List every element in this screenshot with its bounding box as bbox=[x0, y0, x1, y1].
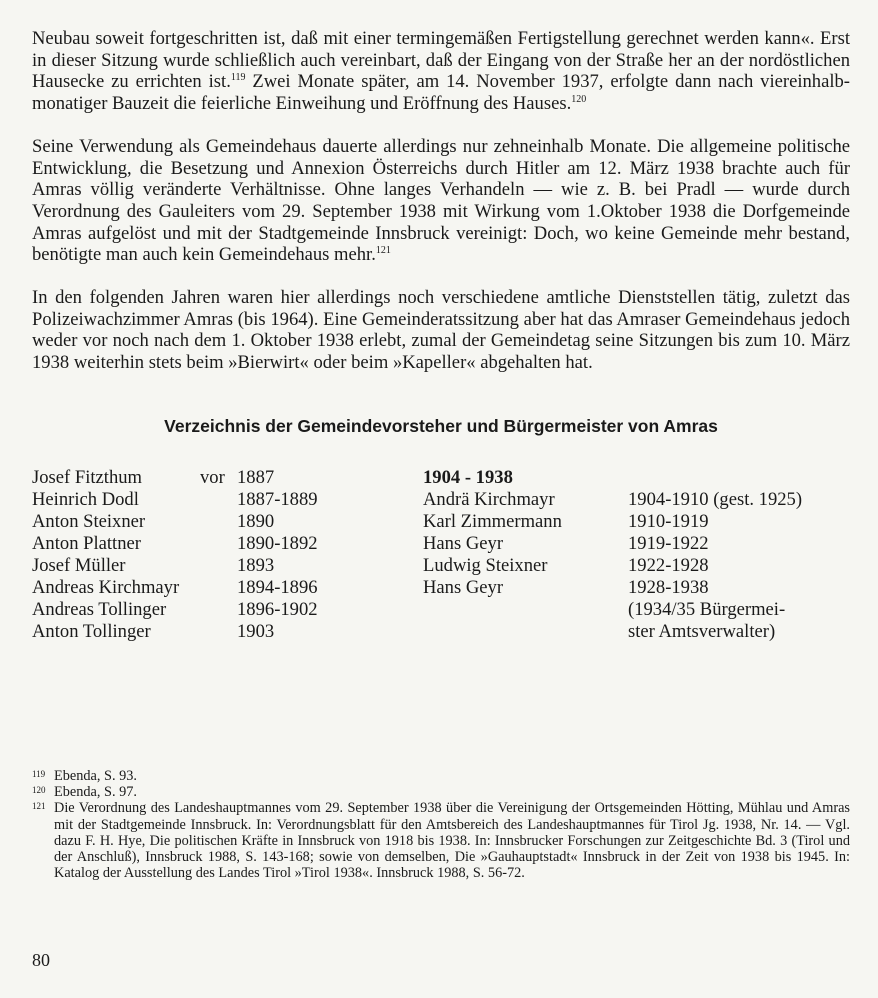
paragraph-3 bbox=[32, 287, 850, 374]
paragraph-1 bbox=[32, 28, 850, 115]
list-note bbox=[423, 599, 850, 621]
list-item-name: Heinrich Dodl bbox=[32, 488, 139, 510]
footnotes bbox=[32, 768, 850, 881]
list-item-years: 1928-1938 bbox=[628, 576, 709, 598]
list-item-years: 1904-1910 (gest. 1925) bbox=[628, 488, 803, 510]
list-note-line-1: (1934/35 Bürgermei- bbox=[628, 598, 786, 620]
list-item-years: 1887-1889 bbox=[237, 488, 318, 510]
list-item-name: Andrä Kirchmayr bbox=[423, 488, 555, 510]
list-item-name: Josef Fitzthum bbox=[32, 466, 143, 488]
list-item bbox=[423, 489, 850, 511]
list-item bbox=[32, 599, 412, 621]
list-item bbox=[32, 577, 412, 599]
list-item bbox=[32, 489, 412, 511]
list-item-name: Hans Geyr bbox=[423, 532, 504, 554]
list-item-name: Hans Geyr bbox=[423, 576, 504, 598]
list-item-years: 1910-1919 bbox=[628, 510, 709, 532]
list-item-name: Josef Müller bbox=[32, 554, 126, 576]
list-item-years: 1919-1922 bbox=[628, 532, 709, 554]
list-item-years: 1896-1902 bbox=[237, 598, 318, 620]
footnote-text: Ebenda, S. 97. bbox=[54, 784, 137, 801]
list-item bbox=[423, 555, 850, 577]
list-item-name: Ludwig Steixner bbox=[423, 554, 548, 576]
list-item bbox=[423, 511, 850, 533]
mayor-list-right-column bbox=[423, 467, 850, 643]
list-note-line-2: ster Amtsverwalter) bbox=[628, 620, 776, 642]
list-item bbox=[423, 533, 850, 555]
paragraph-1-text-b: Zwei Monate später, am 14. November 1937, erfolgte dann nach viereinhalb-monatiger Bauzeit die feierliche Einweihung und Eröffnung des Hauses. bbox=[32, 71, 850, 115]
mayor-list-left-column bbox=[32, 467, 412, 643]
footnote bbox=[32, 800, 850, 881]
list-item bbox=[32, 555, 412, 577]
footnote-text: Die Verordnung des Landeshauptmannes vom 29. September 1938 über die Vereinigung der Ortsgemeinden Hötting, Mühlau und Amras mit der Stadtgemeinde Innsbruck. In: Verordnungsblatt für den Amtsbereich des Landeshauptmannes für Tirol Jg. 1938, Nr. 14. — Vgl. dazu F. H. Hye, Die politischen Kräfte in Innsbruck von 1918 bis 1938. In: Innsbrucker Forschungen zur Zeitgeschichte Bd. 3 (Tirol und der Anschluß), Innsbruck 1988, S. 143-168; sowie von demselben, Die »Gauhauptstadt« Innsbruck in der Zeit von 1938 bis 1945. In: Katalog der Ausstellung des Landes Tirol »Tirol 1938«. Innsbruck 1988, S. 56-72. bbox=[54, 800, 850, 882]
list-item bbox=[32, 467, 412, 489]
paragraph-1-text-a: Neubau soweit fortgeschritten ist, daß mit einer termingemäßen Fertigstellung gerechnet werden kann«. Erst in dieser Sitzung wurde schließlich auch vereinbart, daß der Eingang von der Straße her an der nordöstlichen Hausecke zu errichten ist. bbox=[32, 28, 850, 93]
period-heading: 1904 - 1938 bbox=[423, 466, 513, 488]
list-item-years: 1887 bbox=[237, 466, 275, 488]
list-item-prefix: vor bbox=[200, 466, 225, 488]
footnote-number: 120 bbox=[32, 785, 46, 796]
list-item-years: 1893 bbox=[237, 554, 275, 576]
page-number: 80 bbox=[32, 950, 50, 970]
list-item-name: Andreas Kirchmayr bbox=[32, 576, 180, 598]
list-item-years: 1890 bbox=[237, 510, 275, 532]
list-note bbox=[423, 621, 850, 643]
paragraph-3-text: In den folgenden Jahren waren hier allerdings noch verschiedene amtliche Dienststellen tätig, zuletzt das Polizeiwachzimmer Amras (bis 1964). Eine Gemeinderatssitzung aber hat das Amraser Gemeindehaus jedoch weder vor noch nach dem 1. Oktober 1938 erlebt, zumal der Gemeindetag seine Sitzungen bis zum 10. März 1938 weiterhin stets beim »Bierwirt« oder beim »Kapeller« abgehalten hat. bbox=[32, 287, 850, 374]
list-item-name: Anton Tollinger bbox=[32, 620, 151, 642]
footnote-ref-121[interactable]: 121 bbox=[375, 245, 391, 257]
footnote bbox=[32, 768, 850, 784]
list-item-name: Anton Plattner bbox=[32, 532, 141, 554]
paragraph-2-text: Seine Verwendung als Gemeindehaus dauerte allerdings nur zehneinhalb Monate. Die allgemeine politische Entwicklung, die Besetzung und Annexion Österreichs durch Hitler am 12. März 1938 brachte auch für Amras völlig veränderte Verhältnisse. Ohne langes Verhandeln — wie z. B. bei Pradl — wurde durch Verordnung des Gauleiters vom 29. September 1938 mit Wirkung vom 1.Oktober 1938 die Dorfgemeinde Amras aufgelöst und mit der Stadtgemeinde Innsbruck vereinigt: Doch, wo keine Gemeinde mehr bestand, benötigte man auch kein Gemeindehaus mehr. bbox=[32, 135, 850, 266]
footnote-number: 121 bbox=[32, 801, 46, 812]
list-item-years: 1890-1892 bbox=[237, 532, 318, 554]
list-item bbox=[32, 511, 412, 533]
list-item bbox=[32, 533, 412, 555]
list-item bbox=[32, 621, 412, 643]
footnote bbox=[32, 784, 850, 800]
footnote-ref-120[interactable]: 120 bbox=[571, 93, 587, 105]
list-item-years: 1894-1896 bbox=[237, 576, 318, 598]
footnote-text: Ebenda, S. 93. bbox=[54, 768, 137, 784]
list-item-name: Karl Zimmermann bbox=[423, 510, 562, 532]
list-item-name: Anton Steixner bbox=[32, 510, 146, 532]
paragraph-2 bbox=[32, 136, 850, 266]
footnote-number: 119 bbox=[32, 769, 46, 779]
list-item-name: Andreas Tollinger bbox=[32, 598, 167, 620]
list-item bbox=[423, 577, 850, 599]
list-item-years: 1903 bbox=[237, 620, 275, 642]
mayor-list bbox=[32, 467, 850, 657]
list-heading: Verzeichnis der Gemeindevorsteher und Bürgermeister von Amras bbox=[164, 415, 718, 436]
page-body bbox=[32, 28, 850, 657]
footnote-ref-119[interactable]: 119 bbox=[230, 72, 246, 84]
list-item-years: 1922-1928 bbox=[628, 554, 709, 576]
